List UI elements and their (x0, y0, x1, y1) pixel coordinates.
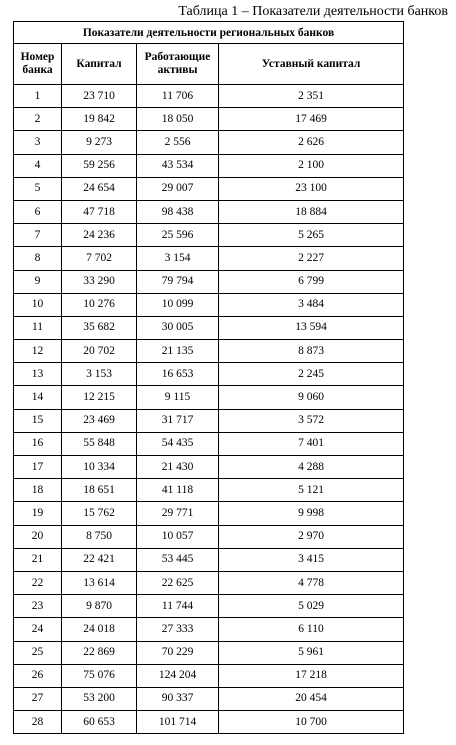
charter-capital-cell: 18 884 (219, 200, 404, 223)
capital-cell: 12 215 (62, 386, 137, 409)
assets-cell: 30 005 (137, 316, 219, 339)
bank-number-cell: 15 (14, 409, 62, 432)
charter-capital-cell: 2 100 (219, 154, 404, 177)
table-title: Показатели деятельности региональных банков (14, 22, 404, 44)
charter-capital-cell: 5 265 (219, 224, 404, 247)
bank-number-cell: 14 (14, 386, 62, 409)
table-row (14, 502, 404, 525)
bank-number-cell: 22 (14, 571, 62, 594)
table-row (14, 687, 404, 710)
table-caption: Таблица 1 – Показатели деятельности банков (178, 4, 448, 19)
table-row (14, 363, 404, 386)
table-row (14, 131, 404, 154)
capital-cell: 53 200 (62, 687, 137, 710)
table-row (14, 85, 404, 108)
assets-cell: 22 625 (137, 571, 219, 594)
capital-cell: 59 256 (62, 154, 137, 177)
table-row (14, 224, 404, 247)
charter-capital-cell: 17 218 (219, 664, 404, 687)
assets-cell: 10 099 (137, 293, 219, 316)
table-row (14, 595, 404, 618)
capital-cell: 35 682 (62, 316, 137, 339)
bank-number-cell: 1 (14, 85, 62, 108)
table-row (14, 386, 404, 409)
charter-capital-cell: 2 626 (219, 131, 404, 154)
charter-capital-cell: 3 572 (219, 409, 404, 432)
charter-capital-cell: 2 245 (219, 363, 404, 386)
charter-capital-cell: 20 454 (219, 687, 404, 710)
assets-cell: 2 556 (137, 131, 219, 154)
capital-cell: 55 848 (62, 432, 137, 455)
charter-capital-cell: 17 469 (219, 108, 404, 131)
column-header-assets: Работающие активы (137, 44, 219, 85)
assets-cell: 11 706 (137, 85, 219, 108)
assets-cell: 43 534 (137, 154, 219, 177)
charter-capital-cell: 9 998 (219, 502, 404, 525)
capital-cell: 9 870 (62, 595, 137, 618)
table-row (14, 456, 404, 479)
assets-cell: 18 050 (137, 108, 219, 131)
table-row (14, 177, 404, 200)
capital-cell: 7 702 (62, 247, 137, 270)
capital-cell: 10 276 (62, 293, 137, 316)
charter-capital-cell: 13 594 (219, 316, 404, 339)
table-row (14, 548, 404, 571)
bank-number-cell: 6 (14, 200, 62, 223)
charter-capital-cell: 10 700 (219, 711, 404, 734)
capital-cell: 60 653 (62, 711, 137, 734)
bank-number-cell: 24 (14, 618, 62, 641)
capital-cell: 20 702 (62, 340, 137, 363)
bank-number-cell: 3 (14, 131, 62, 154)
bank-number-cell: 10 (14, 293, 62, 316)
capital-cell: 24 018 (62, 618, 137, 641)
assets-cell: 9 115 (137, 386, 219, 409)
column-header-number: Номер банка (14, 44, 62, 85)
capital-cell: 19 842 (62, 108, 137, 131)
capital-cell: 23 469 (62, 409, 137, 432)
table-row (14, 293, 404, 316)
bank-number-cell: 21 (14, 548, 62, 571)
bank-number-cell: 4 (14, 154, 62, 177)
assets-cell: 29 771 (137, 502, 219, 525)
charter-capital-cell: 6 799 (219, 270, 404, 293)
bank-number-cell: 16 (14, 432, 62, 455)
charter-capital-cell: 7 401 (219, 432, 404, 455)
assets-cell: 10 057 (137, 525, 219, 548)
bank-number-cell: 20 (14, 525, 62, 548)
capital-cell: 18 651 (62, 479, 137, 502)
charter-capital-cell: 4 288 (219, 456, 404, 479)
capital-cell: 3 153 (62, 363, 137, 386)
bank-number-cell: 18 (14, 479, 62, 502)
charter-capital-cell: 9 060 (219, 386, 404, 409)
assets-cell: 70 229 (137, 641, 219, 664)
table-body (14, 85, 404, 734)
capital-cell: 10 334 (62, 456, 137, 479)
capital-cell: 22 421 (62, 548, 137, 571)
bank-number-cell: 12 (14, 340, 62, 363)
column-header-capital: Капитал (62, 44, 137, 85)
assets-cell: 53 445 (137, 548, 219, 571)
table-row (14, 270, 404, 293)
assets-cell: 41 118 (137, 479, 219, 502)
capital-cell: 8 750 (62, 525, 137, 548)
bank-number-cell: 5 (14, 177, 62, 200)
capital-cell: 24 654 (62, 177, 137, 200)
bank-number-cell: 26 (14, 664, 62, 687)
capital-cell: 47 718 (62, 200, 137, 223)
assets-cell: 29 007 (137, 177, 219, 200)
assets-cell: 98 438 (137, 200, 219, 223)
assets-cell: 27 333 (137, 618, 219, 641)
assets-cell: 25 596 (137, 224, 219, 247)
assets-cell: 16 653 (137, 363, 219, 386)
capital-cell: 15 762 (62, 502, 137, 525)
table-row (14, 154, 404, 177)
charter-capital-cell: 3 415 (219, 548, 404, 571)
bank-number-cell: 27 (14, 687, 62, 710)
assets-cell: 101 714 (137, 711, 219, 734)
charter-capital-cell: 2 970 (219, 525, 404, 548)
bank-number-cell: 19 (14, 502, 62, 525)
table-row (14, 432, 404, 455)
charter-capital-cell: 2 227 (219, 247, 404, 270)
bank-number-cell: 2 (14, 108, 62, 131)
capital-cell: 9 273 (62, 131, 137, 154)
bank-number-cell: 11 (14, 316, 62, 339)
assets-cell: 21 430 (137, 456, 219, 479)
capital-cell: 33 290 (62, 270, 137, 293)
charter-capital-cell: 4 778 (219, 571, 404, 594)
bank-number-cell: 17 (14, 456, 62, 479)
table-row (14, 664, 404, 687)
assets-cell: 54 435 (137, 432, 219, 455)
bank-number-cell: 13 (14, 363, 62, 386)
table-row (14, 618, 404, 641)
table-row (14, 525, 404, 548)
table-row (14, 641, 404, 664)
assets-cell: 21 135 (137, 340, 219, 363)
table-row (14, 340, 404, 363)
column-header-charter-capital: Уставный капитал (219, 44, 404, 85)
bank-number-cell: 9 (14, 270, 62, 293)
bank-number-cell: 28 (14, 711, 62, 734)
assets-cell: 90 337 (137, 687, 219, 710)
capital-cell: 24 236 (62, 224, 137, 247)
table-row (14, 247, 404, 270)
capital-cell: 13 614 (62, 571, 137, 594)
charter-capital-cell: 6 110 (219, 618, 404, 641)
table-row (14, 108, 404, 131)
bank-number-cell: 23 (14, 595, 62, 618)
bank-number-cell: 7 (14, 224, 62, 247)
charter-capital-cell: 5 961 (219, 641, 404, 664)
charter-capital-cell: 5 121 (219, 479, 404, 502)
capital-cell: 23 710 (62, 85, 137, 108)
charter-capital-cell: 8 873 (219, 340, 404, 363)
bank-indicators-table (13, 21, 404, 734)
charter-capital-cell: 5 029 (219, 595, 404, 618)
capital-cell: 75 076 (62, 664, 137, 687)
table-row (14, 479, 404, 502)
charter-capital-cell: 2 351 (219, 85, 404, 108)
table-row (14, 409, 404, 432)
bank-number-cell: 8 (14, 247, 62, 270)
assets-cell: 124 204 (137, 664, 219, 687)
assets-cell: 11 744 (137, 595, 219, 618)
table-row (14, 571, 404, 594)
table-row (14, 711, 404, 734)
assets-cell: 3 154 (137, 247, 219, 270)
bank-number-cell: 25 (14, 641, 62, 664)
charter-capital-cell: 23 100 (219, 177, 404, 200)
assets-cell: 79 794 (137, 270, 219, 293)
table-row (14, 200, 404, 223)
assets-cell: 31 717 (137, 409, 219, 432)
table-row (14, 316, 404, 339)
capital-cell: 22 869 (62, 641, 137, 664)
charter-capital-cell: 3 484 (219, 293, 404, 316)
